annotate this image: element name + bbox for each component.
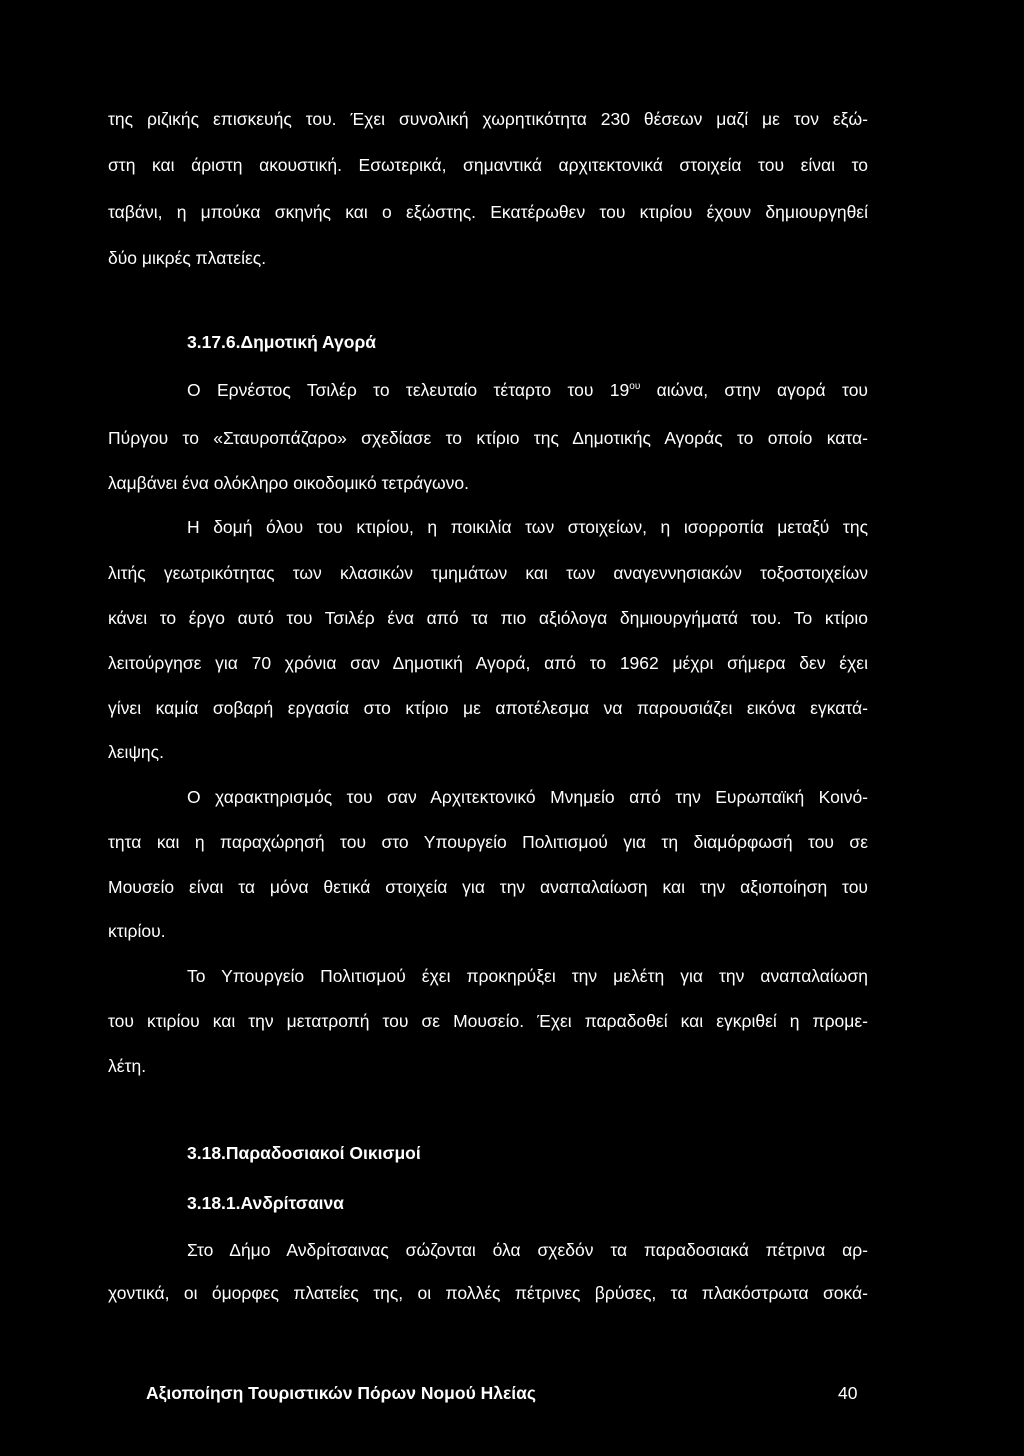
market-para4-line2: του κτιρίου και την μετατροπή του σε Μουσείο. Έχει παραδοθεί και εγκριθεί η προμε- — [108, 1011, 868, 1031]
market-para3-line4: κτιρίου. — [108, 921, 166, 941]
market-para2-line2: λιτής γεωτρικότητας των κλασικών τμημάτων και των αναγεννησιακών τοξοστοιχείων — [108, 563, 868, 583]
market-para3-line3: Μουσείο είναι τα μόνα θετικά στοιχεία για την αναπαλαίωση και την αξιοποίηση του — [108, 877, 868, 897]
intro-line-4: δύο μικρές πλατείες. — [108, 248, 267, 268]
market-para1-line1 — [187, 379, 868, 401]
andritsaina-para-line1: Στο Δήμο Ανδρίτσαινας σώζονται όλα σχεδόν τα παραδοσιακά πέτρινα αρ- — [187, 1240, 868, 1260]
section-heading-market: 3.17.6.Δημοτική Αγορά — [187, 332, 377, 352]
market-para4-line1: Το Υπουργείο Πολιτισμού έχει προκηρύξει την μελέτη για την αναπαλαίωση — [187, 966, 868, 986]
market-para2-line4: λειτούργησε για 70 χρόνια σαν Δημοτική Αγορά, από το 1962 μέχρι σήμερα δεν έχει — [108, 653, 868, 673]
market-para2-line1: Η δομή όλου του κτιρίου, η ποικιλία των στοιχείων, η ισορροπία μεταξύ της — [187, 517, 868, 537]
market-para3-line2: τητα και η παραχώρησή του στο Υπουργείο Πολιτισμού για τη διαμόρφωσή του σε — [108, 832, 868, 852]
market-para1-text-a: Ο Ερνέστος Τσιλέρ το τελευταίο τέταρτο του 19 — [187, 380, 630, 400]
market-para3-line1: Ο χαρακτηρισμός του σαν Αρχιτεκτονικό Μνημείο από την Ευρωπαϊκή Κοινό- — [187, 787, 868, 807]
market-para1-line2: Πύργου το «Σταυροπάζαρο» σχεδίασε το κτίριο της Δημοτικής Αγοράς το οποίο κατα- — [108, 428, 868, 448]
intro-line-3: ταβάνι, η μπούκα σκηνής και ο εξώστης. Εκατέρωθεν του κτιρίου έχουν δημιουργηθεί — [108, 202, 868, 222]
market-para2-line6: λειψης. — [108, 742, 164, 762]
market-para1-text-b: αιώνα, στην αγορά του — [640, 380, 868, 400]
market-para2-line5: γίνει καμία σοβαρή εργασία στο κτίριο με αποτέλεσμα να παρουσιάζει εικόνα εγκατά- — [108, 698, 868, 718]
andritsaina-para-line2: χοντικά, οι όμορφες πλατείες της, οι πολλές πέτρινες βρύσες, τα πλακόστρωτα σοκά- — [108, 1283, 868, 1303]
market-para4-line3: λέτη. — [108, 1056, 147, 1076]
market-para2-line3: κάνει το έργο αυτό του Τσιλέρ ένα από τα πιο αξιόλογα δημιουργήματά του. Το κτίριο — [108, 608, 868, 628]
page-number: 40 — [838, 1383, 858, 1403]
subsection-heading-andritsaina: 3.18.1.Ανδρίτσαινα — [187, 1193, 344, 1213]
intro-line-1: της ριζικής επισκευής του. Έχει συνολική χωρητικότητα 230 θέσεων μαζί με τον εξώ- — [108, 109, 868, 129]
century-suffix: ου — [629, 381, 641, 392]
section-heading-traditional-settlements: 3.18.Παραδοσιακοί Οικισμοί — [187, 1143, 421, 1163]
intro-line-2: στη και άριστη ακουστική. Εσωτερικά, σημαντικά αρχιτεκτονικά στοιχεία του είναι το — [108, 155, 868, 175]
footer-title: Αξιοποίηση Τουριστικών Πόρων Νομού Ηλείας — [146, 1383, 537, 1403]
market-para1-line3: λαμβάνει ένα ολόκληρο οικοδομικό τετράγωνο. — [108, 473, 470, 493]
